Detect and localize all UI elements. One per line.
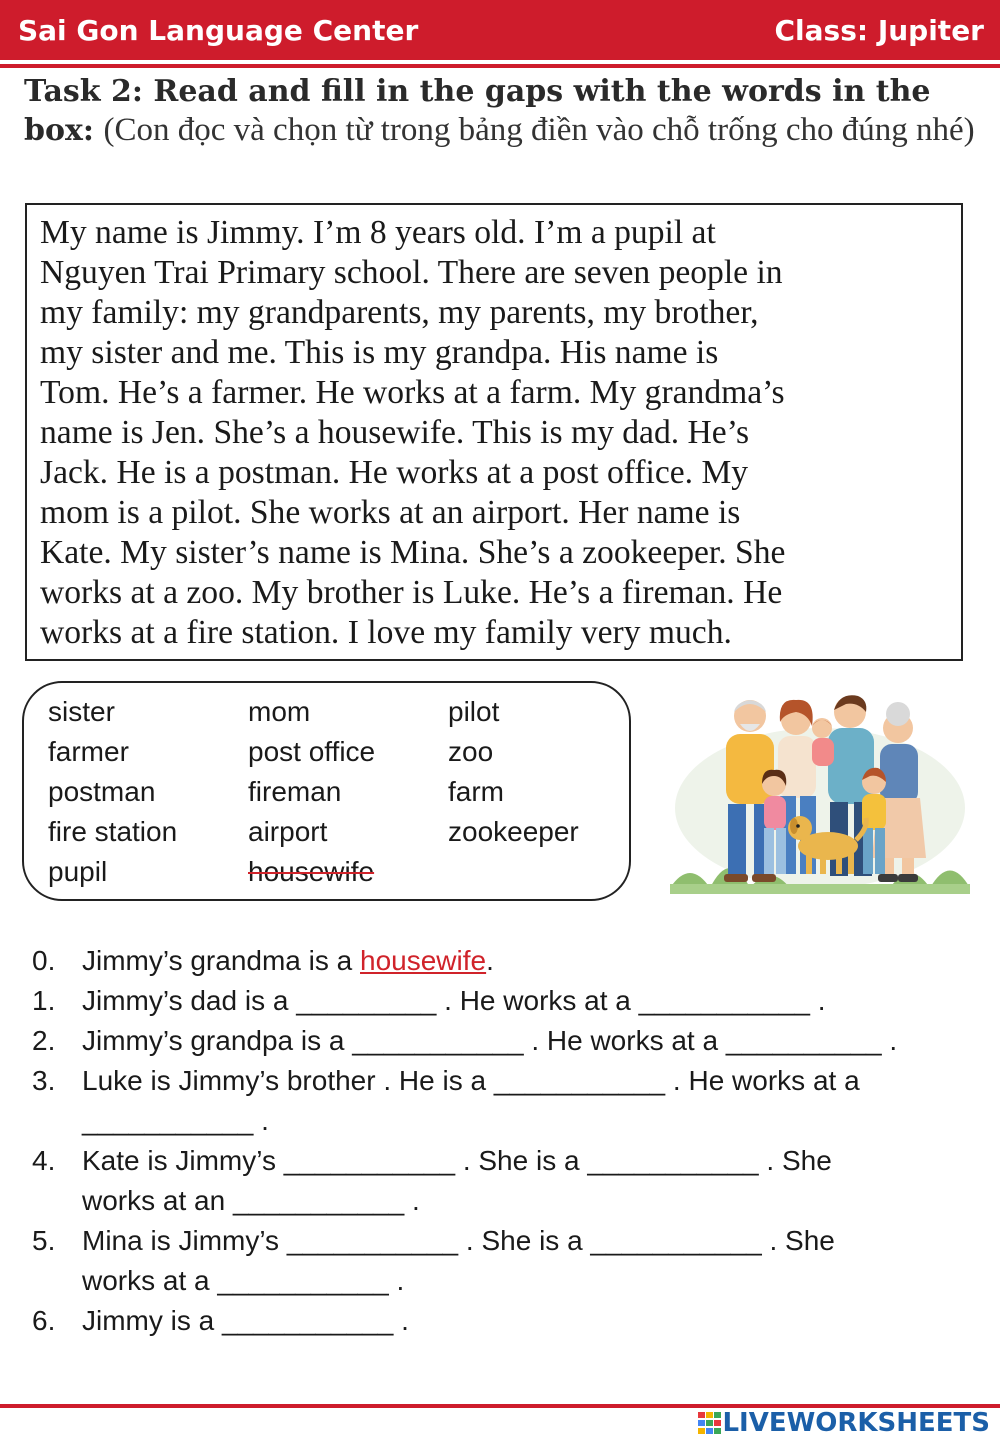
header-rule [0,64,1000,68]
question-5 [32,1221,835,1261]
question-3-continued[interactable]: ___________ . [82,1105,269,1136]
liveworksheets-logo[interactable] [698,1408,990,1438]
question-number: 6. [32,1305,56,1336]
question-text[interactable]: Jimmy’s grandpa is a ___________ . He works at a __________ . [82,1025,898,1056]
question-text[interactable]: Kate is Jimmy’s ___________ . She is a ___________ . She [82,1145,832,1176]
word-housewife-used: housewife [248,856,375,887]
word-sister: sister [48,696,115,727]
word-box [22,681,631,901]
passage-line: mom is a pilot. She works at an airport. Her name is [40,494,741,531]
question-text[interactable]: Mina is Jimmy’s ___________ . She is a ___________ . She [82,1225,835,1256]
liveworksheets-brand: LIVEWORKSHEETS [722,1408,990,1438]
question-text[interactable]: Jimmy is a ___________ . [82,1305,409,1336]
passage-line: my sister and me. This is my grandpa. His name is [40,334,719,371]
ground [670,884,970,894]
passage-line: Kate. My sister’s name is Mina. She’s a zookeeper. She [40,534,786,571]
task-instruction-vi: (Con đọc và chọn từ trong bảng điền vào chỗ trống cho đúng nhé) [103,112,975,148]
word-farm: farm [448,776,504,807]
reading-passage [25,203,963,661]
question-number: 1. [32,985,56,1016]
word-postman: postman [48,776,156,807]
liveworksheets-icon [698,1412,722,1434]
question-text[interactable]: Luke is Jimmy’s brother . He is a ___________ . He works at a [82,1065,860,1096]
question-period: . [486,945,494,976]
question-number: 5. [32,1225,56,1256]
word-farmer: farmer [48,736,129,767]
question-2 [32,1021,897,1061]
question-5-continued[interactable]: works at a ___________ . [82,1265,405,1296]
passage-line: works at a fire station. I love my family very much. [40,614,732,651]
passage-line: my family: my grandparents, my parents, my brother, [40,294,759,331]
word-zoo: zoo [448,736,494,767]
word-post-office: post office [248,736,376,767]
passage-line: name is Jen. She’s a housewife. This is my dad. He’s [40,414,750,451]
word-mom: mom [248,696,311,727]
word-zookeeper: zookeeper [448,816,579,847]
passage-line: Tom. He’s a farmer. He works at a farm. My grandma’s [40,374,785,411]
word-fire-station: fire station [48,816,178,847]
word-fireman: fireman [248,776,342,807]
question-1 [32,981,826,1021]
question-number: 3. [32,1065,56,1096]
passage-line: Nguyen Trai Primary school. There are seven people in [40,254,783,291]
question-number: 0. [32,945,56,976]
question-text: Jimmy’s grandma is a [82,945,361,976]
passage-line: Jack. He is a postman. He works at a post office. My [40,454,749,491]
question-text[interactable]: Jimmy’s dad is a _________ . He works at a ___________ . [82,985,826,1016]
word-pilot: pilot [448,696,500,727]
passage-line: works at a zoo. My brother is Luke. He’s a fireman. He [40,574,783,611]
word-airport: airport [248,816,328,847]
question-6 [32,1301,409,1341]
task-instruction [24,72,984,150]
baby-figure [812,718,834,766]
question-number: 2. [32,1025,56,1056]
question-number: 4. [32,1145,56,1176]
passage-line: My name is Jimmy. I’m 8 years old. I’m a pupil at [40,214,716,251]
class-label: Class: Jupiter [774,14,984,47]
example-answer: housewife [360,945,487,976]
question-0 [32,941,494,981]
question-4 [32,1141,832,1181]
center-name: Sai Gon Language Center [18,14,419,47]
question-4-continued[interactable]: works at an ___________ . [82,1185,420,1216]
family-illustration [670,688,970,894]
passage-text [40,213,955,653]
question-3 [32,1061,860,1101]
task-title: Task 2: Read and fill in the gaps with the words in the box: [24,74,931,148]
header-bar [0,0,1000,60]
word-pupil: pupil [48,856,108,887]
